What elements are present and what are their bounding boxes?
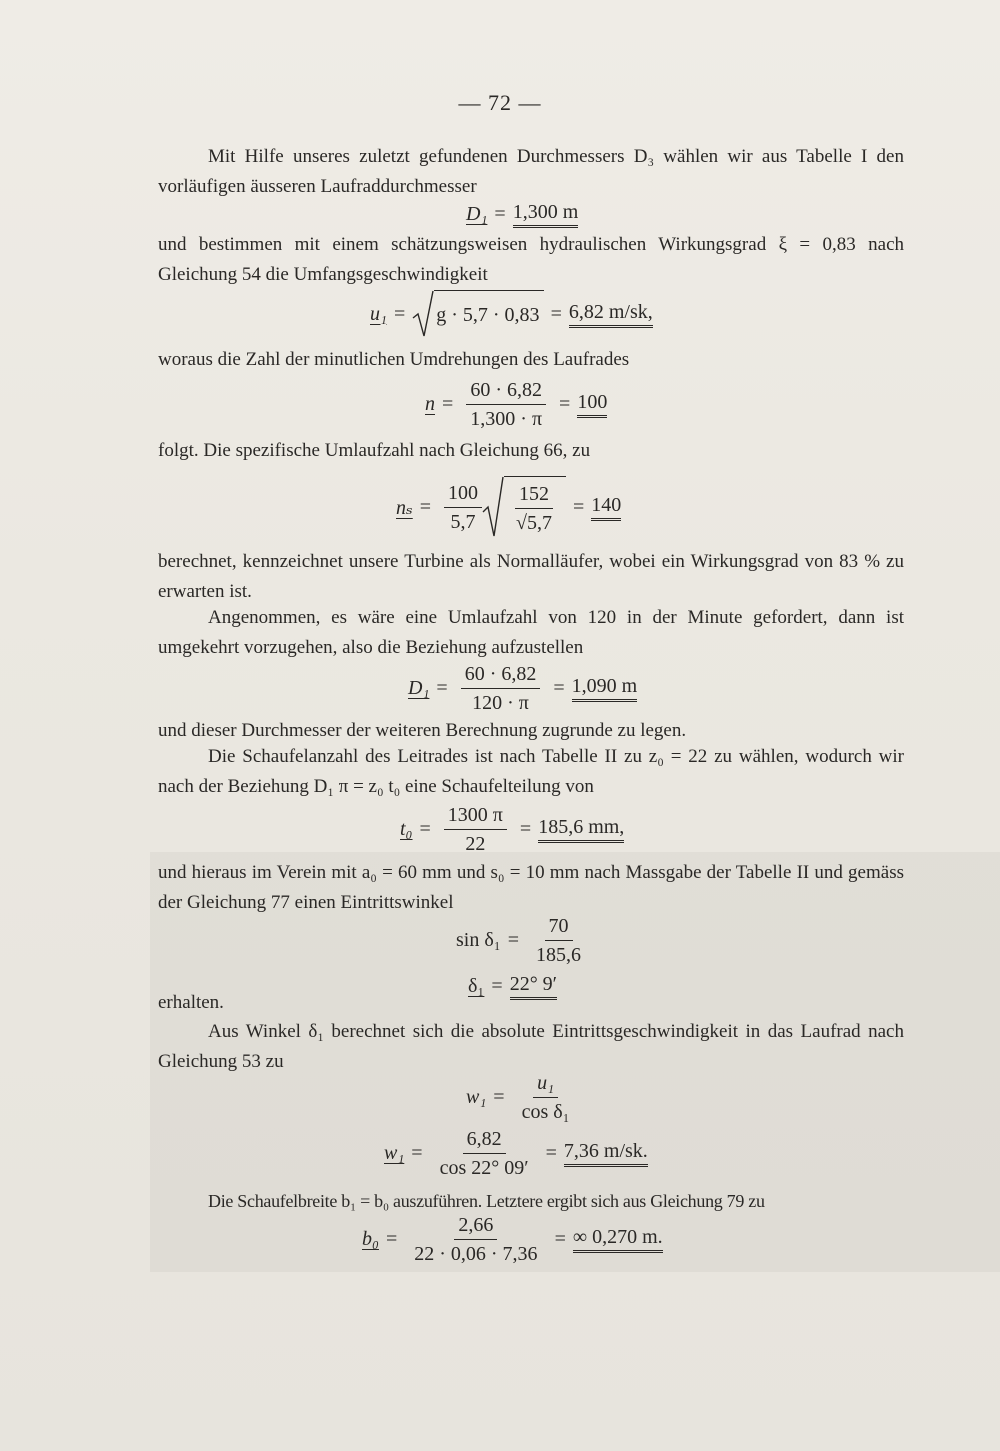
paragraph-7: und dieser Durchmesser der weiteren Berechnung zugrunde zu legen. <box>158 720 687 741</box>
equation-9 <box>466 1071 580 1124</box>
eq5-equals: = <box>436 677 448 699</box>
eq11-equals-2: = <box>554 1228 566 1250</box>
eq1-lhs: D₁ <box>466 203 488 225</box>
eq11-denominator: 22 · 0,06 · 7,36 <box>414 1243 538 1265</box>
eq1-rhs: 1,300 m <box>513 201 579 228</box>
paragraph-11: Aus Winkel δ₁ berechnet sich die absolute Eintrittsgeschwindigkeit in das Laufrad nach Gleichung 53 zu <box>158 1021 904 1072</box>
eq3-fraction <box>466 378 546 431</box>
eq10-lhs: w₁ <box>384 1142 405 1164</box>
eq6-lhs: t₀ <box>400 818 413 840</box>
radical-icon <box>412 290 434 338</box>
eq4-numerator-2: 152 <box>515 482 553 509</box>
paragraph-10: erhalten. <box>158 992 224 1013</box>
eq4-equals: = <box>419 495 432 518</box>
eq4-radicand <box>504 476 566 538</box>
eq2-sqrt <box>412 290 543 338</box>
eq11-fraction <box>410 1213 541 1266</box>
eq10-equals: = <box>411 1142 423 1164</box>
radical-icon <box>482 476 504 538</box>
eq2-equals: = <box>393 302 406 325</box>
eq3-lhs: n <box>425 393 435 415</box>
eq11-lhs: b₀ <box>362 1228 379 1250</box>
eq7-denominator: 185,6 <box>536 944 582 966</box>
eq4-rhs: 140 <box>591 494 621 521</box>
eq10-rhs: 7,36 m/sk. <box>564 1140 648 1167</box>
eq6-denominator: 22 <box>465 833 486 855</box>
eq5-denominator: 120 · π <box>472 692 529 714</box>
paragraph-2: und bestimmen mit einem schätzungsweisen hydraulischen Wirkungsgrad ξ = 0,83 nach Gleichung 54 die Umfangsgeschwindigkeit <box>158 234 904 285</box>
eq4-numerator-1: 100 <box>444 481 482 508</box>
eq3-equals: = <box>442 393 454 415</box>
eq7-fraction <box>532 914 585 967</box>
equation-10 <box>384 1127 648 1180</box>
eq4-lhs: nₛ <box>396 496 413 519</box>
eq6-equals: = <box>419 818 431 840</box>
paragraph-5: berechnet, kennzeichnet unsere Turbine als Normalläufer, wobei ein Wirkungsgrad von 83 % zu erwarten ist. <box>158 551 904 602</box>
eq4-fraction-1 <box>444 481 482 534</box>
eq2-equals-2: = <box>550 302 562 325</box>
eq5-numerator: 60 · 6,82 <box>461 662 541 689</box>
eq9-numerator: u₁ <box>533 1071 558 1098</box>
eq2-radicand: g · 5,7 · 0,83 <box>434 290 543 338</box>
equation-1 <box>466 201 578 228</box>
eq11-rhs: ∞ 0,270 m. <box>573 1226 663 1253</box>
eq5-equals-2: = <box>553 677 565 699</box>
eq8-lhs: δ₁ <box>468 975 485 997</box>
eq7-equals: = <box>507 929 520 951</box>
eq6-rhs: 185,6 mm, <box>538 816 624 843</box>
equation-7 <box>456 914 591 967</box>
eq1-op: = <box>494 203 506 225</box>
eq11-numerator: 2,66 <box>454 1213 497 1240</box>
equation-11 <box>362 1213 663 1266</box>
paragraph-3: woraus die Zahl der minutlichen Umdrehungen des Laufrades <box>158 349 630 370</box>
eq4-denominator-1: 5,7 <box>450 510 476 533</box>
eq10-fraction <box>436 1127 533 1180</box>
eq7-numerator: 70 <box>545 914 573 941</box>
paragraph-8: Die Schaufelanzahl des Leitrades ist nach Tabelle II zu z₀ = 22 zu wählen, wodurch wir nach der Beziehung D₁ π = z₀ t₀ eine Schaufelteilung von <box>158 746 904 797</box>
equation-5 <box>408 662 637 715</box>
eq5-lhs: D₁ <box>408 677 430 699</box>
eq10-denominator: cos 22° 09′ <box>439 1157 529 1179</box>
eq3-numerator: 60 · 6,82 <box>466 378 546 405</box>
eq9-equals: = <box>493 1086 505 1108</box>
eq7-lhs: sin δ₁ <box>456 929 501 951</box>
eq3-equals-2: = <box>559 393 571 415</box>
eq9-fraction <box>518 1071 574 1124</box>
paragraph-12: Die Schaufelbreite b₁ = b₀ auszuführen. Letztere ergibt sich aus Gleichung 79 zu <box>208 1191 765 1211</box>
eq11-equals: = <box>385 1228 398 1250</box>
eq4-sqrt <box>482 476 566 538</box>
paragraph-4: folgt. Die spezifische Umlaufzahl nach Gleichung 66, zu <box>158 440 591 461</box>
page-number: — 72 — <box>458 90 542 115</box>
eq4-equals-2: = <box>573 495 585 518</box>
eq2-rhs: 6,82 m/sk, <box>569 301 653 328</box>
eq10-numerator: 6,82 <box>463 1127 506 1154</box>
equation-3 <box>425 378 607 431</box>
eq10-equals-2: = <box>545 1142 557 1164</box>
equation-2 <box>370 290 653 338</box>
eq4-fraction-2 <box>512 482 556 535</box>
paragraph-1: Mit Hilfe unseres zuletzt gefundenen Durchmessers D₃ wählen wir aus Tabelle I den vorläufigen äusseren Laufraddurchmesser <box>158 146 904 197</box>
eq2-lhs: u₁ <box>370 302 387 325</box>
paragraph-6: Angenommen, es wäre eine Umlaufzahl von 120 in der Minute gefordert, dann ist umgekehrt vorzugehen, also die Beziehung aufzustellen <box>158 607 904 658</box>
eq3-denominator: 1,300 · π <box>470 408 543 430</box>
eq8-equals: = <box>491 975 503 997</box>
paragraph-9: und hieraus im Verein mit a₀ = 60 mm und s₀ = 10 mm nach Massgabe der Tabelle II und gemäss der Gleichung 77 einen Eintrittswinkel <box>158 862 904 913</box>
eq8-rhs: 22° 9′ <box>510 973 557 1000</box>
eq4-denominator-2: √5,7 <box>516 512 553 534</box>
equation-6 <box>400 803 624 856</box>
eq9-lhs: w₁ <box>466 1086 487 1108</box>
eq5-fraction <box>461 662 541 715</box>
eq6-fraction <box>444 803 507 856</box>
equation-4 <box>396 476 621 538</box>
eq6-numerator: 1300 π <box>444 803 507 830</box>
eq6-equals-2: = <box>519 818 532 840</box>
eq9-denominator: cos δ₁ <box>521 1101 570 1123</box>
eq3-rhs: 100 <box>577 391 607 418</box>
eq5-rhs: 1,090 m <box>572 675 638 702</box>
